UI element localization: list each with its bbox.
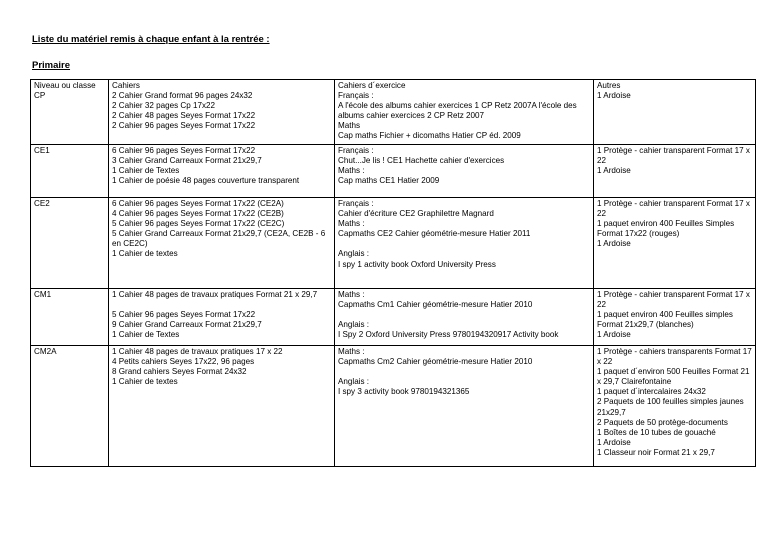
cell-line: 1 Classeur noir Format 21 x 29,7: [597, 447, 715, 457]
cell-line: CM1: [34, 290, 52, 299]
cell-cahiers: [109, 198, 335, 289]
cell-line: [338, 367, 590, 377]
cell-line: [338, 239, 590, 249]
cell-line: 1 Boîtes de 10 tubes de gouaché: [597, 427, 716, 437]
cell-line: I Spy 2 Oxford University Press 9780194320917 Activity book: [338, 330, 559, 340]
cell-line: Maths :: [338, 347, 365, 356]
cell-line: A l'école des albums cahier exercices 1 CP Retz 2007A l'école des albums cahier exercices 2 CP Retz 2007: [338, 101, 577, 121]
cell-autres: [594, 346, 756, 467]
cell-cahiers: [109, 346, 335, 467]
cell-autres: [594, 198, 756, 289]
cell-exercices: [335, 80, 594, 145]
cell-line: 3 Cahier Grand Carreaux Format 21x29,7: [112, 156, 262, 166]
cell-line: Maths :: [338, 166, 365, 176]
cell-line: 1 Ardoise: [597, 166, 631, 176]
cell-line: 1 Protège - cahier transparent Format 17 x 22: [597, 146, 750, 166]
cell-line: 1 Cahier 48 pages de travaux pratiques 17 x 22: [112, 347, 283, 356]
cell-cahiers: [109, 289, 335, 346]
cell-line: Français :: [338, 199, 374, 208]
cell-line: 1 Protège - cahier transparent Format 17 x 22: [597, 199, 750, 219]
cell-line: 1 Ardoise: [597, 91, 631, 101]
cell-level: [31, 346, 109, 467]
table-row: [31, 80, 756, 145]
cell-line: Chut...Je lis ! CE1 Hachette cahier d'exercices: [338, 156, 505, 166]
cell-line: 8 Grand cahiers Seyes Format 24x32: [112, 367, 247, 377]
cell-line: 6 Cahier 96 pages Seyes Format 17x22 (CE2A): [112, 199, 284, 208]
cell-line: 2 Cahier 32 pages Cp 17x22: [112, 101, 216, 111]
cell-line: Cahiers d´exercice: [338, 81, 406, 90]
cell-line: Maths :: [338, 219, 365, 229]
cell-line: Niveau ou classe: [34, 81, 96, 90]
cell-line: Capmaths CE2 Cahier géométrie-mesure Hatier 2011: [338, 229, 531, 239]
cell-line: Maths :: [338, 290, 365, 299]
cell-line: CM2A: [34, 347, 57, 356]
cell-line: CE1: [34, 146, 50, 155]
cell-exercices: [335, 198, 594, 289]
cell-line: 2 Paquets de 50 protège-documents: [597, 417, 728, 427]
cell-line: 9 Cahier Grand Carreaux Format 21x29,7: [112, 320, 262, 330]
cell-cahiers: [109, 145, 335, 198]
cell-line: 1 Cahier de Textes: [112, 330, 180, 340]
cell-line: 1 Ardoise: [597, 437, 631, 447]
cell-line: CP: [34, 91, 46, 101]
cell-line: 1 Cahier de textes: [112, 249, 178, 259]
materials-table: [30, 79, 756, 467]
table-row: [31, 289, 756, 346]
cell-level: [31, 80, 109, 145]
cell-line: 1 Cahier de textes: [112, 377, 178, 387]
cell-line: 1 paquet environ 400 Feuilles Simples Format 17x22 (rouges): [597, 219, 735, 239]
cell-line: Anglais :: [338, 377, 370, 387]
cell-line: 1 Cahier de poésie 48 pages couverture transparent: [112, 176, 300, 186]
cell-line: 2 Cahier 48 pages Seyes Format 17x22: [112, 111, 256, 121]
cell-line: 2 Cahier 96 pages Seyes Format 17x22: [112, 121, 256, 131]
cell-line: Cap maths CE1 Hatier 2009: [338, 176, 440, 186]
cell-level: [31, 289, 109, 346]
cell-line: Français :: [338, 146, 374, 155]
cell-autres: [594, 80, 756, 145]
cell-line: Capmaths Cm1 Cahier géométrie-mesure Hatier 2010: [338, 300, 533, 310]
cell-line: Cap maths Fichier + dicomaths Hatier CP éd. 2009: [338, 131, 521, 141]
cell-line: 1 paquet d´intercalaires 24x32: [597, 387, 706, 397]
cell-line: I spy 3 activity book 9780194321365: [338, 387, 470, 397]
document-title: Liste du matériel remis à chaque enfant à la rentrée :: [32, 34, 270, 45]
cell-line: 1 Protège - cahier transparent Format 17 x 22: [597, 290, 750, 310]
cell-line: 1 paquet d´environ 500 Feuilles Format 21 x 29,7 Clairefontaine: [597, 367, 750, 387]
section-heading: Primaire: [32, 60, 71, 71]
cell-line: 5 Cahier 96 pages Seyes Format 17x22 (CE2C): [112, 219, 285, 229]
cell-line: Autres: [597, 81, 621, 90]
cell-line: [338, 310, 590, 320]
cell-cahiers: [109, 80, 335, 145]
cell-line: [112, 300, 331, 310]
cell-line: 1 Ardoise: [597, 330, 631, 340]
table-row: [31, 198, 756, 289]
cell-exercices: [335, 145, 594, 198]
cell-line: 2 Paquets de 100 feuilles simples jaunes 21x29,7: [597, 397, 744, 417]
cell-line: 1 Cahier 48 pages de travaux pratiques Format 21 x 29,7: [112, 290, 318, 299]
cell-line: 4 Petits cahiers Seyes 17x22, 96 pages: [112, 357, 255, 367]
cell-exercices: [335, 346, 594, 467]
cell-level: [31, 198, 109, 289]
table-row: [31, 346, 756, 467]
cell-line: I spy 1 activity book Oxford University Press: [338, 259, 496, 269]
cell-line: Anglais :: [338, 320, 370, 330]
cell-line: 5 Cahier 96 pages Seyes Format 17x22: [112, 310, 256, 320]
cell-line: 1 paquet environ 400 Feuilles simples Format 21x29,7 (blanches): [597, 310, 733, 330]
cell-line: CE2: [34, 199, 50, 208]
cell-line: 1 Protège - cahiers transparents Format 17 x 22: [597, 347, 752, 367]
cell-line: Cahier d'écriture CE2 Graphilettre Magnard: [338, 209, 494, 219]
cell-line: 1 Ardoise: [597, 239, 631, 249]
cell-exercices: [335, 289, 594, 346]
cell-line: Anglais :: [338, 249, 370, 259]
cell-autres: [594, 145, 756, 198]
cell-line: Cahiers: [112, 81, 140, 90]
cell-line: Maths: [338, 121, 361, 131]
cell-line: 6 Cahier 96 pages Seyes Format 17x22: [112, 146, 256, 155]
cell-line: Français :: [338, 91, 374, 101]
cell-line: 1 Cahier de Textes: [112, 166, 180, 176]
cell-level: [31, 145, 109, 198]
cell-line: Capmaths Cm2 Cahier géométrie-mesure Hatier 2010: [338, 357, 533, 367]
cell-line: 2 Cahier Grand format 96 pages 24x32: [112, 91, 253, 101]
cell-line: 5 Cahier Grand Carreaux Format 21x29,7 (CE2A, CE2B - 6 en CE2C): [112, 229, 326, 249]
cell-autres: [594, 289, 756, 346]
cell-line: 4 Cahier 96 pages Seyes Format 17x22 (CE2B): [112, 209, 284, 219]
table-row: [31, 145, 756, 198]
